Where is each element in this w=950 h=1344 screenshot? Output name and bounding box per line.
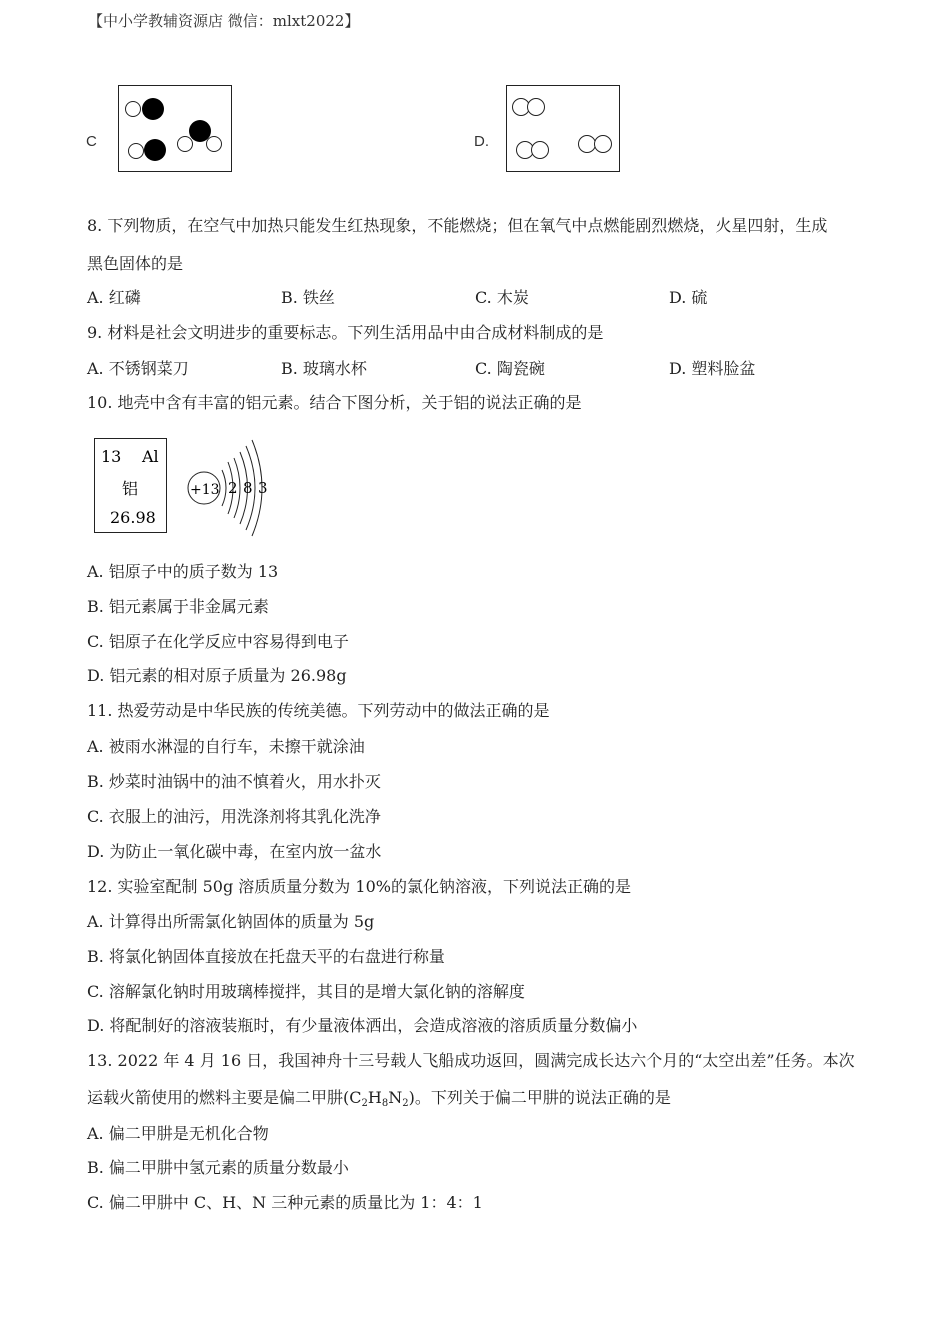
watermark-header: 【中小学教辅资源店 微信：mlxt2022】 bbox=[88, 12, 360, 30]
q12-option-a[interactable]: A. 计算得出所需氯化钠固体的质量为 5g bbox=[87, 912, 375, 931]
q8-option-c[interactable]: C. 木炭 bbox=[475, 288, 529, 307]
q13-stem-line1: 13. 2022 年 4 月 16 日，我国神舟十三号载人飞船成功返回，圆满完成长达六个月的“太空出差”任务。本次 bbox=[87, 1051, 855, 1070]
shell-3-electrons: 3 bbox=[258, 479, 268, 497]
q7-option-d-label[interactable]: D. bbox=[474, 133, 489, 150]
aluminum-element-card bbox=[94, 438, 168, 534]
element-number: 13 bbox=[101, 447, 122, 466]
q9-option-c[interactable]: C. 陶瓷碗 bbox=[475, 359, 545, 378]
q8-stem-line1: 8. 下列物质，在空气中加热只能发生红热现象，不能燃烧；但在氧气中点燃能剧烈燃烧，火星四射，生成 bbox=[87, 216, 828, 235]
q9-stem: 9. 材料是社会文明进步的重要标志。下列生活用品中由合成材料制成的是 bbox=[87, 323, 604, 342]
q8-stem-line2: 黑色固体的是 bbox=[87, 254, 184, 273]
q12-option-c[interactable]: C. 溶解氯化钠时用玻璃棒搅拌，其目的是增大氯化钠的溶解度 bbox=[87, 982, 525, 1001]
shell-1-electrons: 2 bbox=[228, 479, 238, 497]
q12-stem: 12. 实验室配制 50g 溶质质量分数为 10%的氯化钠溶液，下列说法正确的是 bbox=[87, 877, 631, 896]
q13-option-b[interactable]: B. 偏二甲肼中氢元素的质量分数最小 bbox=[87, 1158, 349, 1177]
q10-option-b[interactable]: B. 铝元素属于非金属元素 bbox=[87, 597, 269, 616]
q9-option-a[interactable]: A. 不锈钢菜刀 bbox=[87, 359, 189, 378]
q10-option-a[interactable]: A. 铝原子中的质子数为 13 bbox=[87, 562, 279, 581]
q11-option-b[interactable]: B. 炒菜时油锅中的油不慎着火，用水扑灭 bbox=[87, 772, 381, 791]
q12-option-d[interactable]: D. 将配制好的溶液装瓶时，有少量液体洒出，会造成溶液的溶质质量分数偏小 bbox=[87, 1016, 638, 1035]
q11-option-a[interactable]: A. 被雨水淋湿的自行车，未擦干就涂油 bbox=[87, 737, 365, 756]
q12-option-b[interactable]: B. 将氯化钠固体直接放在托盘天平的右盘进行称量 bbox=[87, 947, 445, 966]
element-name: 铝 bbox=[122, 479, 139, 498]
q13-stem-line2: 运载火箭使用的燃料主要是偏二甲肼$(C_2H_8N_2)$。下列关于偏二甲肼的说法正确的是 bbox=[87, 1088, 671, 1109]
q11-stem: 11. 热爱劳动是中华民族的传统美德。下列劳动中的做法正确的是 bbox=[87, 701, 550, 720]
q7-option-c-diagram bbox=[118, 85, 233, 173]
q13-option-c[interactable]: C. 偏二甲肼中 C、H、N 三种元素的质量比为 1：4：1 bbox=[87, 1193, 483, 1212]
q8-option-a[interactable]: A. 红磷 bbox=[87, 288, 141, 307]
q7-option-d-diagram bbox=[506, 85, 621, 173]
q11-option-c[interactable]: C. 衣服上的油污，用洗涤剂将其乳化洗净 bbox=[87, 807, 381, 826]
nucleus-charge: +13 bbox=[190, 482, 220, 498]
q9-option-b[interactable]: B. 玻璃水杯 bbox=[281, 359, 367, 378]
q9-option-d[interactable]: D. 塑料脸盆 bbox=[669, 359, 756, 378]
q10-stem: 10. 地壳中含有丰富的铝元素。结合下图分析，关于铝的说法正确的是 bbox=[87, 393, 582, 412]
q10-option-c[interactable]: C. 铝原子在化学反应中容易得到电子 bbox=[87, 632, 349, 651]
q11-option-d[interactable]: D. 为防止一氧化碳中毒，在室内放一盆水 bbox=[87, 842, 382, 861]
aluminum-atom-structure-diagram bbox=[182, 430, 272, 542]
q13-option-a[interactable]: A. 偏二甲肼是无机化合物 bbox=[87, 1124, 269, 1143]
q8-option-d[interactable]: D. 硫 bbox=[669, 288, 708, 307]
q8-option-b[interactable]: B. 铁丝 bbox=[281, 288, 335, 307]
element-symbol: Al bbox=[142, 447, 159, 466]
q10-option-d[interactable]: D. 铝元素的相对原子质量为 26.98g bbox=[87, 666, 347, 685]
q7-option-c-label[interactable]: C bbox=[86, 133, 97, 150]
shell-2-electrons: 8 bbox=[243, 479, 253, 497]
element-mass: 26.98 bbox=[110, 508, 156, 527]
